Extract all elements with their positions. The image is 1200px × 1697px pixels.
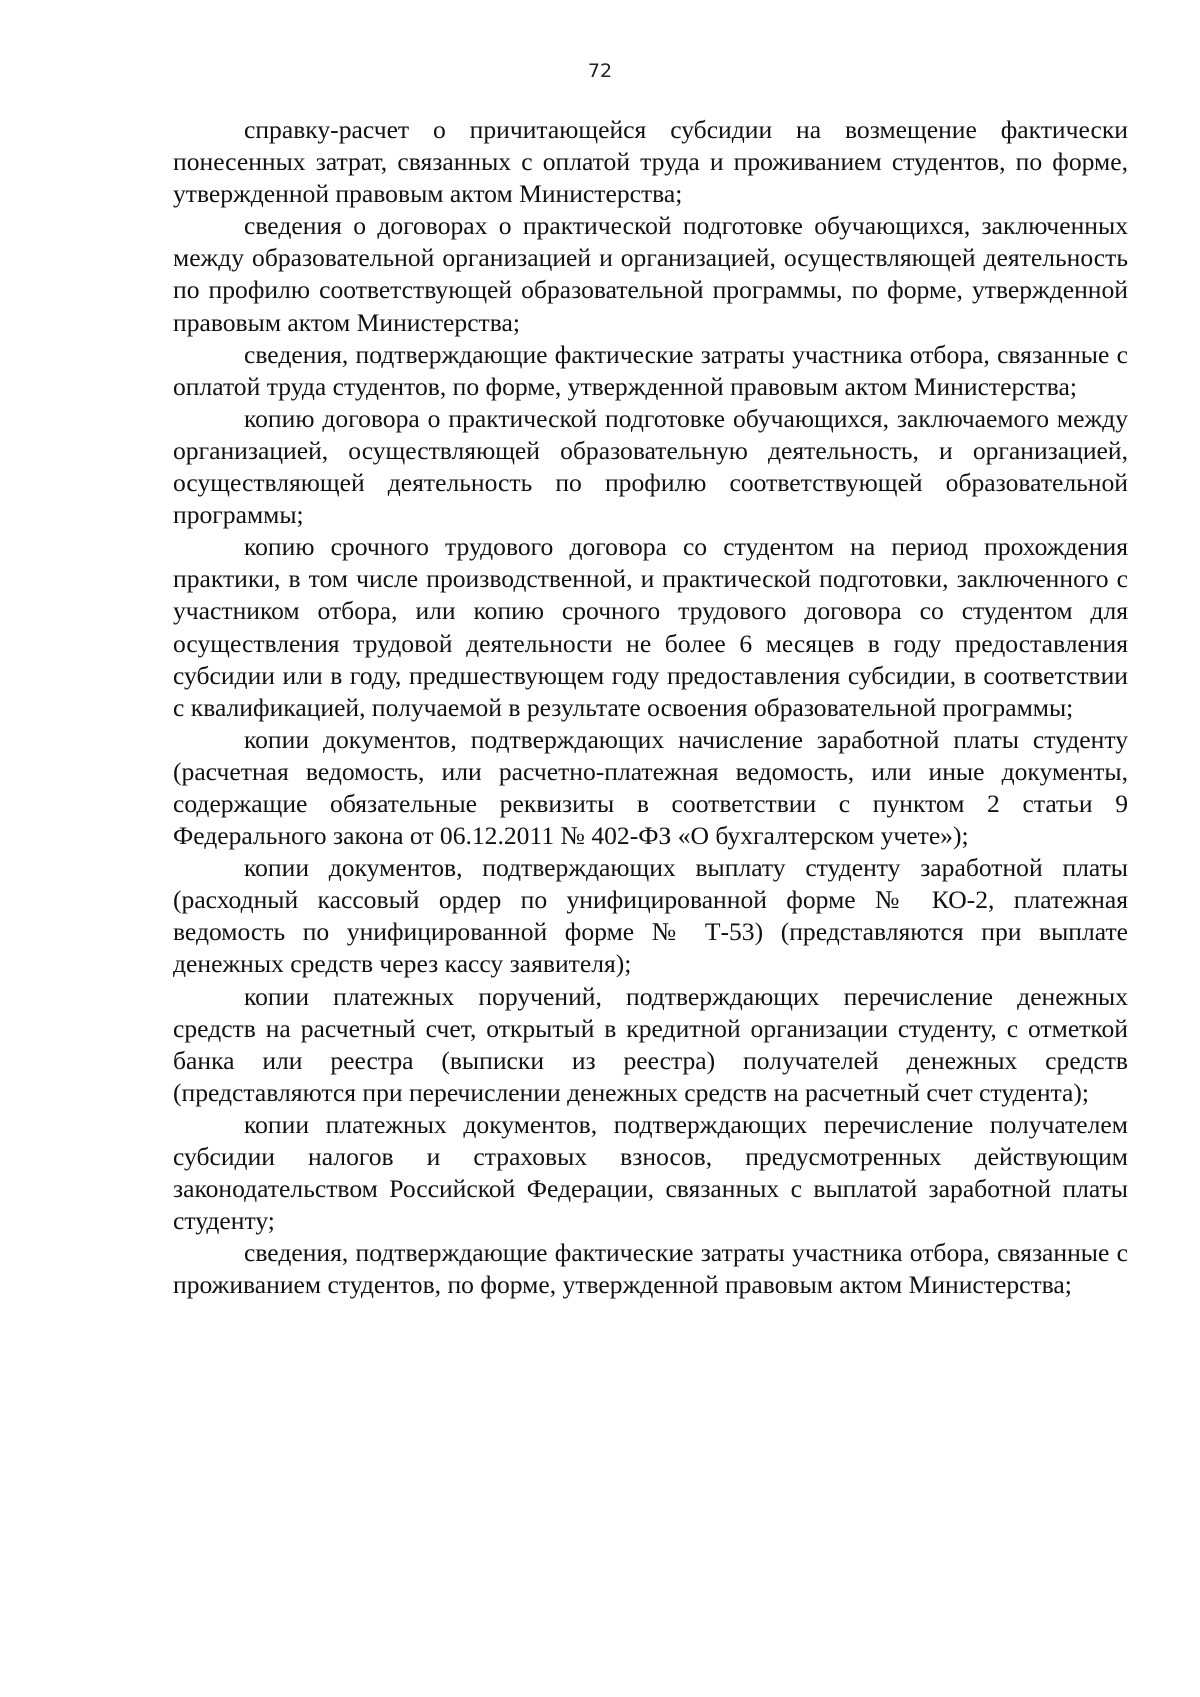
page-number: 72	[587, 60, 613, 82]
paragraph: копии платежных документов, подтверждающих перечисление получателем субсидии налогов и страховых взносов, предусмотренных действующим законодательством Российской Федерации, связанных с выплатой заработной платы студенту;	[173, 1109, 1128, 1236]
paragraph: копии документов, подтверждающих начисление заработной платы студенту (расчетная ведомость, или расчетно-платежная ведомость, или иные документы, содержащие обязательные реквизиты в соответствии с пунктом 2 статьи 9 Федерального закона от 06.12.2011 № 402-ФЗ «О бухгалтерском учете»);	[173, 724, 1128, 851]
paragraph: копию договора о практической подготовке обучающихся, заключаемого между организацией, осуществляющей образовательную деятельность, и организацией, осуществляющей деятельность по профилю соответствующей образовательной программы;	[173, 403, 1128, 530]
paragraph: копии платежных поручений, подтверждающих перечисление денежных средств на расчетный счет, открытый в кредитной организации студенту, с отметкой банка или реестра (выписки из реестра) получателей денежных средств (представляются при перечислении денежных средств на расчетный счет студента);	[173, 981, 1128, 1107]
document-body	[173, 114, 1128, 1301]
paragraph: сведения о договорах о практической подготовке обучающихся, заключенных между образовательной организацией и организацией, осуществляющей деятельность по профилю соответствующей образовательной программы, по форме, утвержденной правовым актом Министерства;	[173, 211, 1128, 337]
paragraph: справку-расчет о причитающейся субсидии на возмещение фактически понесенных затрат, связанных с оплатой труда и проживанием студентов, по форме, утвержденной правовым актом Министерства;	[173, 115, 1128, 209]
paragraph: сведения, подтверждающие фактические затраты участника отбора, связанные с проживанием студентов, по форме, утвержденной правовым актом Министерства;	[173, 1238, 1128, 1300]
paragraph: копии документов, подтверждающих выплату студенту заработной платы (расходный кассовый ордер по унифицированной форме № КО-2, платежная ведомость по унифицированной форме № Т-53) (представляются при выплате денежных средств через кассу заявителя);	[173, 853, 1128, 979]
paragraph: сведения, подтверждающие фактические затраты участника отбора, связанные с оплатой труда студентов, по форме, утвержденной правовым актом Министерства;	[173, 339, 1128, 401]
paragraph: копию срочного трудового договора со студентом на период прохождения практики, в том числе производственной, и практической подготовки, заключенного с участником отбора, или копию срочного трудового договора со студентом для осуществления трудовой деятельности не более 6 месяцев в году предоставления субсидии или в году, предшествующем году предоставления субсидии, в соответствии с квалификацией, получаемой в результате освоения образовательной программы;	[173, 532, 1128, 722]
